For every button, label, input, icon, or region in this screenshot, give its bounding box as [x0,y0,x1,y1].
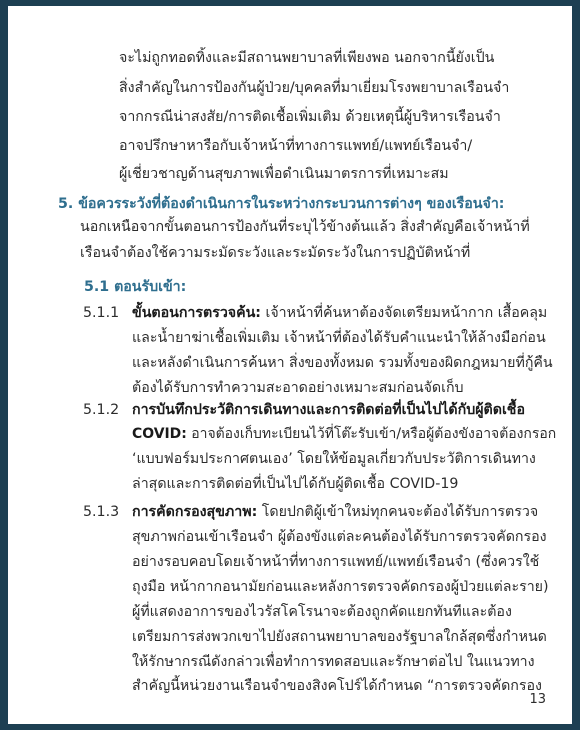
paragraph-line: ล่าสุดและการติดต่อที่เป็นไปได้กับผู้ติดเชื้อ COVID-19 [132,476,459,492]
paragraph-line: และหลังดำเนินการค้นหา สิ่งของทั้งหมด รวมทั้งของผิดกฎหมายที่กู้คืน [132,355,553,371]
paragraph-line: เรือนจำต้องใช้ความระมัดระวังและระมัดระวังในการปฏิบัติหน้าที่ [80,245,471,261]
paragraph-line: สุขภาพก่อนเข้าเรือนจำ ผู้ต้องขังแต่ละคนต้องได้รับการตรวจคัดกรอง [132,529,547,545]
subsection-heading: 5.1 ตอนรับเข้า: [84,279,187,295]
paragraph-line: ผู้เชี่ยวชาญด้านสุขภาพเพื่อดำเนินมาตรการที่เหมาะสม [119,166,449,182]
item-title: การบันทึกประวัติการเดินทางและการติดต่อที่เป็นไปได้กับผู้ติดเชื้อ [132,402,525,418]
item-number: 5.1.2 [83,402,120,418]
item-text: โดยปกติผู้เข้าใหม่ทุกคนจะต้องได้รับการตรวจ [257,504,539,520]
item-title: การคัดกรองสุขภาพ: [132,504,258,520]
page-number: 13 [529,692,546,707]
section-heading: 5. ข้อควรระวังที่ต้องดำเนินการในระหว่างกระบวนการต่างๆ ของเรือนจำ: [58,196,505,212]
item-first-line [132,303,547,323]
item-text: เจ้าหน้าที่ค้นหาต้องจัดเตรียมหน้ากาก เสื้อคลุม [260,305,548,321]
item-first-line [132,502,538,522]
item-title-continued: COVID: [132,426,187,442]
item-first-line [132,424,556,444]
item-number: 5.1.1 [83,305,120,321]
paragraph-line: ต้องได้รับการทำความสะอาดอย่างเหมาะสมก่อนจัดเก็บ [132,380,464,396]
paragraph-line: สิ่งสำคัญในการป้องกันผู้ป่วย/บุคคลที่มาเยี่ยมโรงพยาบาลเรือนจำ [119,80,510,96]
item-number: 5.1.3 [83,504,120,520]
paragraph-line: จะไม่ถูกทอดทิ้งและมีสถานพยาบาลที่เพียงพอ นอกจากนี้ยังเป็น [119,50,495,66]
paragraph-line: ให้รักษากรณีดังกล่าวเพื่อทำการทดสอบและรักษาต่อไป ในแนวทาง [132,654,535,670]
paragraph-line: ถุงมือ หน้ากากอนามัยก่อนและหลังการตรวจคัดกรองผู้ป่วยแต่ละราย) [132,579,549,595]
paragraph-line: ‘แบบฟอร์มประกาศตนเอง’ โดยให้ข้อมูลเกี่ยวกับประวัติการเดินทาง [132,451,536,467]
paragraph-line: และน้ำยาฆ่าเชื้อเพิ่มเติม เจ้าหน้าที่ต้องได้รับคำแนะนำให้ล้างมือก่อน [132,330,546,346]
paragraph-line: นอกเหนือจากขั้นตอนการป้องกันที่ระบุไว้ข้างต้นแล้ว สิ่งสำคัญคือเจ้าหน้าที่ [80,219,530,235]
paragraph-line: จากกรณีน่าสงสัย/การติดเชื้อเพิ่มเติม ด้วยเหตุนี้ผู้บริหารเรือนจำ [119,109,501,125]
paragraph-line: สำคัญนี้หน่วยงานเรือนจำของสิงคโปร์ได้กำหนด “การตรวจคัดกรอง [132,678,542,694]
item-text: อาจต้องเก็บทะเบียนไว้ที่โต๊ะรับเข้า/หรือผู้ต้องขังอาจต้องกรอก [186,426,557,442]
paragraph-line: เตรียมการส่งพวกเขาไปยังสถานพยาบาลของรัฐบาลใกล้สุดซึ่งกำหนด [132,629,547,645]
paragraph-line: ผู้ที่แสดงอาการของไวรัสโคโรนาจะต้องถูกคัดแยกทันทีและต้อง [132,604,512,620]
item-title: ขั้นตอนการตรวจค้น: [132,305,261,321]
paragraph-line: อย่างรอบคอบโดยเจ้าหน้าที่ทางการแพทย์/แพทย์เรือนจำ (ซึ่งควรใช้ [132,554,540,570]
paragraph-line: อาจปรึกษาหารือกับเจ้าหน้าที่ทางการแพทย์/แพทย์เรือนจำ/ [119,138,473,154]
document-page [8,6,572,724]
page-content [8,6,572,724]
